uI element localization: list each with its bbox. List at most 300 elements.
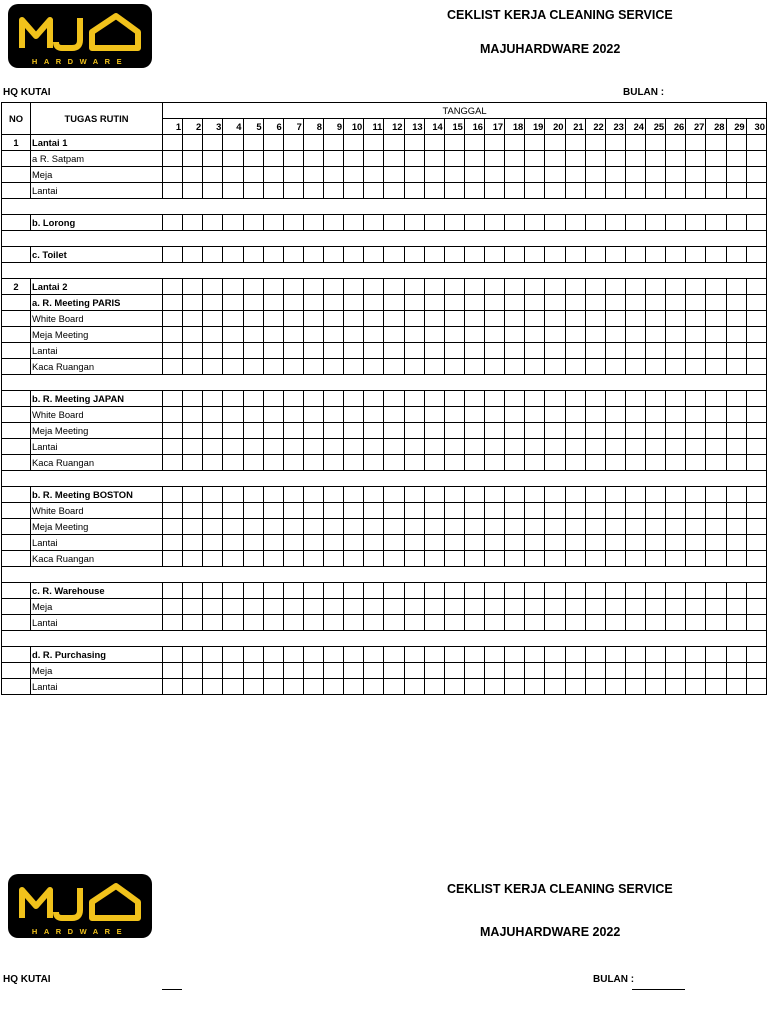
check-cell[interactable] — [223, 295, 243, 311]
check-cell[interactable] — [585, 183, 605, 199]
check-cell[interactable] — [384, 551, 404, 567]
check-cell[interactable] — [545, 423, 565, 439]
check-cell[interactable] — [464, 503, 484, 519]
check-cell[interactable] — [344, 215, 364, 231]
check-cell[interactable] — [444, 663, 464, 679]
check-cell[interactable] — [585, 151, 605, 167]
check-cell[interactable] — [525, 583, 545, 599]
check-cell[interactable] — [303, 519, 323, 535]
check-cell[interactable] — [666, 215, 686, 231]
check-cell[interactable] — [545, 439, 565, 455]
check-cell[interactable] — [545, 647, 565, 663]
check-cell[interactable] — [686, 311, 706, 327]
check-cell[interactable] — [545, 151, 565, 167]
check-cell[interactable] — [303, 391, 323, 407]
check-cell[interactable] — [666, 439, 686, 455]
check-cell[interactable] — [163, 423, 183, 439]
check-cell[interactable] — [324, 487, 344, 503]
check-cell[interactable] — [364, 647, 384, 663]
check-cell[interactable] — [625, 599, 645, 615]
check-cell[interactable] — [605, 615, 625, 631]
check-cell[interactable] — [263, 343, 283, 359]
check-cell[interactable] — [384, 247, 404, 263]
check-cell[interactable] — [424, 679, 444, 695]
check-cell[interactable] — [203, 327, 223, 343]
check-cell[interactable] — [283, 535, 303, 551]
check-cell[interactable] — [223, 647, 243, 663]
check-cell[interactable] — [605, 423, 625, 439]
check-cell[interactable] — [183, 135, 203, 151]
check-cell[interactable] — [163, 247, 183, 263]
check-cell[interactable] — [746, 295, 766, 311]
check-cell[interactable] — [324, 615, 344, 631]
check-cell[interactable] — [666, 663, 686, 679]
check-cell[interactable] — [344, 135, 364, 151]
check-cell[interactable] — [646, 519, 666, 535]
check-cell[interactable] — [163, 551, 183, 567]
check-cell[interactable] — [263, 295, 283, 311]
check-cell[interactable] — [605, 503, 625, 519]
check-cell[interactable] — [464, 519, 484, 535]
check-cell[interactable] — [303, 439, 323, 455]
check-cell[interactable] — [283, 247, 303, 263]
check-cell[interactable] — [444, 583, 464, 599]
check-cell[interactable] — [263, 135, 283, 151]
check-cell[interactable] — [565, 407, 585, 423]
check-cell[interactable] — [243, 311, 263, 327]
check-cell[interactable] — [605, 647, 625, 663]
check-cell[interactable] — [485, 279, 505, 295]
check-cell[interactable] — [223, 663, 243, 679]
check-cell[interactable] — [203, 343, 223, 359]
check-cell[interactable] — [223, 391, 243, 407]
check-cell[interactable] — [163, 455, 183, 471]
check-cell[interactable] — [565, 615, 585, 631]
check-cell[interactable] — [565, 519, 585, 535]
check-cell[interactable] — [525, 167, 545, 183]
check-cell[interactable] — [746, 615, 766, 631]
check-cell[interactable] — [243, 391, 263, 407]
check-cell[interactable] — [464, 551, 484, 567]
check-cell[interactable] — [243, 679, 263, 695]
check-cell[interactable] — [183, 183, 203, 199]
check-cell[interactable] — [344, 503, 364, 519]
check-cell[interactable] — [585, 135, 605, 151]
check-cell[interactable] — [464, 183, 484, 199]
check-cell[interactable] — [605, 359, 625, 375]
check-cell[interactable] — [424, 423, 444, 439]
check-cell[interactable] — [686, 343, 706, 359]
check-cell[interactable] — [444, 359, 464, 375]
check-cell[interactable] — [404, 423, 424, 439]
check-cell[interactable] — [404, 151, 424, 167]
check-cell[interactable] — [726, 279, 746, 295]
check-cell[interactable] — [545, 599, 565, 615]
check-cell[interactable] — [686, 135, 706, 151]
check-cell[interactable] — [686, 327, 706, 343]
check-cell[interactable] — [364, 343, 384, 359]
check-cell[interactable] — [464, 663, 484, 679]
check-cell[interactable] — [283, 455, 303, 471]
check-cell[interactable] — [444, 599, 464, 615]
check-cell[interactable] — [746, 167, 766, 183]
check-cell[interactable] — [223, 583, 243, 599]
check-cell[interactable] — [203, 183, 223, 199]
check-cell[interactable] — [344, 487, 364, 503]
check-cell[interactable] — [646, 599, 666, 615]
check-cell[interactable] — [384, 663, 404, 679]
check-cell[interactable] — [646, 215, 666, 231]
check-cell[interactable] — [545, 551, 565, 567]
check-cell[interactable] — [686, 503, 706, 519]
check-cell[interactable] — [726, 663, 746, 679]
check-cell[interactable] — [163, 583, 183, 599]
check-cell[interactable] — [585, 279, 605, 295]
check-cell[interactable] — [364, 135, 384, 151]
check-cell[interactable] — [424, 615, 444, 631]
check-cell[interactable] — [183, 647, 203, 663]
check-cell[interactable] — [485, 295, 505, 311]
check-cell[interactable] — [404, 327, 424, 343]
check-cell[interactable] — [605, 551, 625, 567]
check-cell[interactable] — [203, 615, 223, 631]
check-cell[interactable] — [505, 519, 525, 535]
check-cell[interactable] — [263, 647, 283, 663]
check-cell[interactable] — [565, 551, 585, 567]
check-cell[interactable] — [746, 327, 766, 343]
check-cell[interactable] — [625, 519, 645, 535]
check-cell[interactable] — [464, 295, 484, 311]
check-cell[interactable] — [404, 311, 424, 327]
check-cell[interactable] — [585, 343, 605, 359]
check-cell[interactable] — [505, 551, 525, 567]
check-cell[interactable] — [444, 391, 464, 407]
check-cell[interactable] — [726, 423, 746, 439]
check-cell[interactable] — [183, 455, 203, 471]
check-cell[interactable] — [364, 455, 384, 471]
check-cell[interactable] — [283, 151, 303, 167]
check-cell[interactable] — [384, 647, 404, 663]
check-cell[interactable] — [545, 295, 565, 311]
check-cell[interactable] — [485, 679, 505, 695]
check-cell[interactable] — [183, 295, 203, 311]
check-cell[interactable] — [505, 279, 525, 295]
check-cell[interactable] — [303, 663, 323, 679]
check-cell[interactable] — [464, 247, 484, 263]
check-cell[interactable] — [163, 663, 183, 679]
check-cell[interactable] — [525, 183, 545, 199]
check-cell[interactable] — [625, 663, 645, 679]
check-cell[interactable] — [605, 151, 625, 167]
check-cell[interactable] — [203, 423, 223, 439]
check-cell[interactable] — [605, 407, 625, 423]
check-cell[interactable] — [203, 679, 223, 695]
check-cell[interactable] — [666, 295, 686, 311]
check-cell[interactable] — [464, 311, 484, 327]
check-cell[interactable] — [384, 167, 404, 183]
check-cell[interactable] — [485, 551, 505, 567]
check-cell[interactable] — [625, 183, 645, 199]
check-cell[interactable] — [384, 391, 404, 407]
check-cell[interactable] — [585, 535, 605, 551]
check-cell[interactable] — [485, 455, 505, 471]
check-cell[interactable] — [525, 423, 545, 439]
check-cell[interactable] — [364, 407, 384, 423]
check-cell[interactable] — [565, 215, 585, 231]
check-cell[interactable] — [625, 359, 645, 375]
check-cell[interactable] — [223, 215, 243, 231]
check-cell[interactable] — [203, 487, 223, 503]
check-cell[interactable] — [585, 439, 605, 455]
check-cell[interactable] — [203, 359, 223, 375]
check-cell[interactable] — [625, 551, 645, 567]
check-cell[interactable] — [384, 455, 404, 471]
check-cell[interactable] — [324, 295, 344, 311]
check-cell[interactable] — [263, 439, 283, 455]
check-cell[interactable] — [646, 679, 666, 695]
check-cell[interactable] — [163, 487, 183, 503]
check-cell[interactable] — [726, 599, 746, 615]
check-cell[interactable] — [303, 615, 323, 631]
check-cell[interactable] — [444, 279, 464, 295]
check-cell[interactable] — [424, 519, 444, 535]
check-cell[interactable] — [404, 599, 424, 615]
check-cell[interactable] — [283, 391, 303, 407]
check-cell[interactable] — [303, 343, 323, 359]
check-cell[interactable] — [585, 455, 605, 471]
check-cell[interactable] — [505, 183, 525, 199]
check-cell[interactable] — [605, 247, 625, 263]
check-cell[interactable] — [243, 663, 263, 679]
check-cell[interactable] — [485, 151, 505, 167]
check-cell[interactable] — [344, 167, 364, 183]
check-cell[interactable] — [283, 183, 303, 199]
check-cell[interactable] — [303, 647, 323, 663]
check-cell[interactable] — [485, 503, 505, 519]
check-cell[interactable] — [646, 615, 666, 631]
check-cell[interactable] — [444, 679, 464, 695]
check-cell[interactable] — [384, 599, 404, 615]
check-cell[interactable] — [625, 311, 645, 327]
check-cell[interactable] — [625, 215, 645, 231]
check-cell[interactable] — [706, 343, 726, 359]
check-cell[interactable] — [605, 311, 625, 327]
check-cell[interactable] — [384, 327, 404, 343]
check-cell[interactable] — [263, 663, 283, 679]
check-cell[interactable] — [163, 391, 183, 407]
check-cell[interactable] — [263, 599, 283, 615]
check-cell[interactable] — [203, 519, 223, 535]
check-cell[interactable] — [324, 359, 344, 375]
check-cell[interactable] — [625, 327, 645, 343]
check-cell[interactable] — [283, 439, 303, 455]
check-cell[interactable] — [183, 215, 203, 231]
check-cell[interactable] — [183, 343, 203, 359]
check-cell[interactable] — [746, 135, 766, 151]
check-cell[interactable] — [303, 183, 323, 199]
check-cell[interactable] — [163, 183, 183, 199]
check-cell[interactable] — [726, 487, 746, 503]
check-cell[interactable] — [565, 455, 585, 471]
check-cell[interactable] — [485, 343, 505, 359]
check-cell[interactable] — [223, 327, 243, 343]
check-cell[interactable] — [324, 455, 344, 471]
check-cell[interactable] — [384, 615, 404, 631]
check-cell[interactable] — [163, 327, 183, 343]
check-cell[interactable] — [344, 359, 364, 375]
check-cell[interactable] — [666, 311, 686, 327]
check-cell[interactable] — [223, 599, 243, 615]
check-cell[interactable] — [545, 327, 565, 343]
check-cell[interactable] — [726, 295, 746, 311]
check-cell[interactable] — [263, 503, 283, 519]
check-cell[interactable] — [545, 583, 565, 599]
check-cell[interactable] — [283, 359, 303, 375]
check-cell[interactable] — [223, 615, 243, 631]
check-cell[interactable] — [646, 135, 666, 151]
check-cell[interactable] — [545, 391, 565, 407]
check-cell[interactable] — [384, 487, 404, 503]
check-cell[interactable] — [424, 247, 444, 263]
check-cell[interactable] — [646, 343, 666, 359]
check-cell[interactable] — [686, 279, 706, 295]
check-cell[interactable] — [505, 247, 525, 263]
check-cell[interactable] — [183, 407, 203, 423]
check-cell[interactable] — [525, 215, 545, 231]
check-cell[interactable] — [666, 535, 686, 551]
check-cell[interactable] — [424, 343, 444, 359]
check-cell[interactable] — [706, 551, 726, 567]
check-cell[interactable] — [424, 359, 444, 375]
check-cell[interactable] — [646, 455, 666, 471]
check-cell[interactable] — [706, 679, 726, 695]
check-cell[interactable] — [344, 551, 364, 567]
check-cell[interactable] — [424, 151, 444, 167]
check-cell[interactable] — [404, 647, 424, 663]
check-cell[interactable] — [344, 343, 364, 359]
check-cell[interactable] — [565, 295, 585, 311]
check-cell[interactable] — [163, 647, 183, 663]
check-cell[interactable] — [525, 615, 545, 631]
check-cell[interactable] — [585, 311, 605, 327]
check-cell[interactable] — [263, 183, 283, 199]
check-cell[interactable] — [605, 327, 625, 343]
check-cell[interactable] — [706, 391, 726, 407]
check-cell[interactable] — [726, 183, 746, 199]
check-cell[interactable] — [303, 407, 323, 423]
check-cell[interactable] — [726, 167, 746, 183]
check-cell[interactable] — [444, 327, 464, 343]
check-cell[interactable] — [183, 167, 203, 183]
check-cell[interactable] — [726, 551, 746, 567]
check-cell[interactable] — [625, 455, 645, 471]
check-cell[interactable] — [424, 295, 444, 311]
check-cell[interactable] — [364, 423, 384, 439]
check-cell[interactable] — [726, 647, 746, 663]
check-cell[interactable] — [203, 599, 223, 615]
check-cell[interactable] — [625, 247, 645, 263]
check-cell[interactable] — [364, 295, 384, 311]
check-cell[interactable] — [605, 167, 625, 183]
check-cell[interactable] — [223, 551, 243, 567]
check-cell[interactable] — [163, 519, 183, 535]
check-cell[interactable] — [625, 503, 645, 519]
check-cell[interactable] — [203, 503, 223, 519]
check-cell[interactable] — [163, 295, 183, 311]
check-cell[interactable] — [686, 487, 706, 503]
check-cell[interactable] — [585, 599, 605, 615]
check-cell[interactable] — [505, 487, 525, 503]
check-cell[interactable] — [163, 311, 183, 327]
check-cell[interactable] — [364, 663, 384, 679]
check-cell[interactable] — [746, 663, 766, 679]
check-cell[interactable] — [163, 135, 183, 151]
check-cell[interactable] — [585, 295, 605, 311]
check-cell[interactable] — [565, 663, 585, 679]
check-cell[interactable] — [726, 247, 746, 263]
check-cell[interactable] — [384, 215, 404, 231]
check-cell[interactable] — [163, 615, 183, 631]
check-cell[interactable] — [545, 183, 565, 199]
check-cell[interactable] — [424, 183, 444, 199]
check-cell[interactable] — [303, 423, 323, 439]
check-cell[interactable] — [706, 423, 726, 439]
check-cell[interactable] — [263, 679, 283, 695]
check-cell[interactable] — [505, 583, 525, 599]
check-cell[interactable] — [243, 167, 263, 183]
check-cell[interactable] — [364, 327, 384, 343]
check-cell[interactable] — [464, 359, 484, 375]
check-cell[interactable] — [424, 583, 444, 599]
check-cell[interactable] — [585, 519, 605, 535]
check-cell[interactable] — [605, 135, 625, 151]
check-cell[interactable] — [605, 487, 625, 503]
check-cell[interactable] — [364, 599, 384, 615]
check-cell[interactable] — [424, 391, 444, 407]
check-cell[interactable] — [183, 519, 203, 535]
check-cell[interactable] — [525, 135, 545, 151]
check-cell[interactable] — [303, 327, 323, 343]
check-cell[interactable] — [746, 407, 766, 423]
check-cell[interactable] — [525, 247, 545, 263]
check-cell[interactable] — [444, 135, 464, 151]
check-cell[interactable] — [424, 311, 444, 327]
check-cell[interactable] — [726, 359, 746, 375]
check-cell[interactable] — [706, 599, 726, 615]
check-cell[interactable] — [545, 343, 565, 359]
check-cell[interactable] — [263, 519, 283, 535]
check-cell[interactable] — [263, 551, 283, 567]
check-cell[interactable] — [565, 327, 585, 343]
check-cell[interactable] — [424, 599, 444, 615]
check-cell[interactable] — [263, 535, 283, 551]
check-cell[interactable] — [424, 279, 444, 295]
check-cell[interactable] — [263, 487, 283, 503]
check-cell[interactable] — [424, 135, 444, 151]
check-cell[interactable] — [706, 215, 726, 231]
check-cell[interactable] — [444, 551, 464, 567]
check-cell[interactable] — [525, 311, 545, 327]
check-cell[interactable] — [646, 183, 666, 199]
check-cell[interactable] — [203, 279, 223, 295]
check-cell[interactable] — [565, 343, 585, 359]
check-cell[interactable] — [706, 295, 726, 311]
check-cell[interactable] — [464, 535, 484, 551]
check-cell[interactable] — [203, 583, 223, 599]
check-cell[interactable] — [525, 551, 545, 567]
check-cell[interactable] — [404, 391, 424, 407]
check-cell[interactable] — [324, 535, 344, 551]
